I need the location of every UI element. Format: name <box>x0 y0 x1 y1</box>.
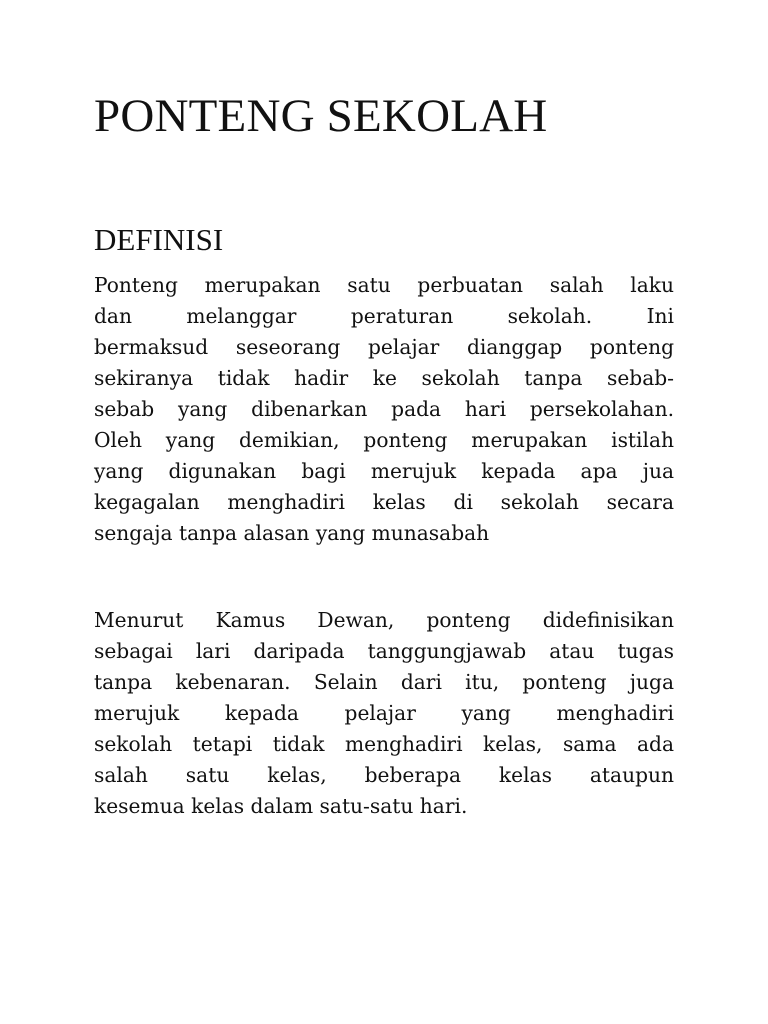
paragraph-line: merujuk kepada pelajar yang menghadiri <box>94 701 674 725</box>
paragraph-line: Oleh yang demikian, ponteng merupakan istilah <box>94 428 674 452</box>
paragraph-line: salah satu kelas, beberapa kelas ataupun <box>94 763 674 787</box>
section-heading-definisi: DEFINISI <box>94 222 224 257</box>
document-title: PONTENG SEKOLAH <box>94 90 548 142</box>
paragraph-kamus-dewan <box>94 605 674 822</box>
paragraph-definition <box>94 270 674 549</box>
paragraph-line: sebagai lari daripada tanggungjawab atau tugas <box>94 639 674 663</box>
paragraph-line: sekolah tetapi tidak menghadiri kelas, sama ada <box>94 732 674 756</box>
paragraph-line: bermaksud seseorang pelajar dianggap ponteng <box>94 335 674 359</box>
paragraph-line: sebab yang dibenarkan pada hari persekolahan. <box>94 397 674 421</box>
paragraph-line: kesemua kelas dalam satu-satu hari. <box>94 794 468 818</box>
paragraph-line: sekiranya tidak hadir ke sekolah tanpa sebab- <box>94 366 674 390</box>
paragraph-line: Menurut Kamus Dewan, ponteng didefinisikan <box>94 608 674 632</box>
paragraph-line: dan melanggar peraturan sekolah. Ini <box>94 304 674 328</box>
paragraph-line: yang digunakan bagi merujuk kepada apa jua <box>94 459 674 483</box>
paragraph-line: sengaja tanpa alasan yang munasabah <box>94 521 490 545</box>
paragraph-line: tanpa kebenaran. Selain dari itu, ponteng juga <box>94 670 674 694</box>
paragraph-line: Ponteng merupakan satu perbuatan salah laku <box>94 273 674 297</box>
paragraph-line: kegagalan menghadiri kelas di sekolah secara <box>94 490 674 514</box>
